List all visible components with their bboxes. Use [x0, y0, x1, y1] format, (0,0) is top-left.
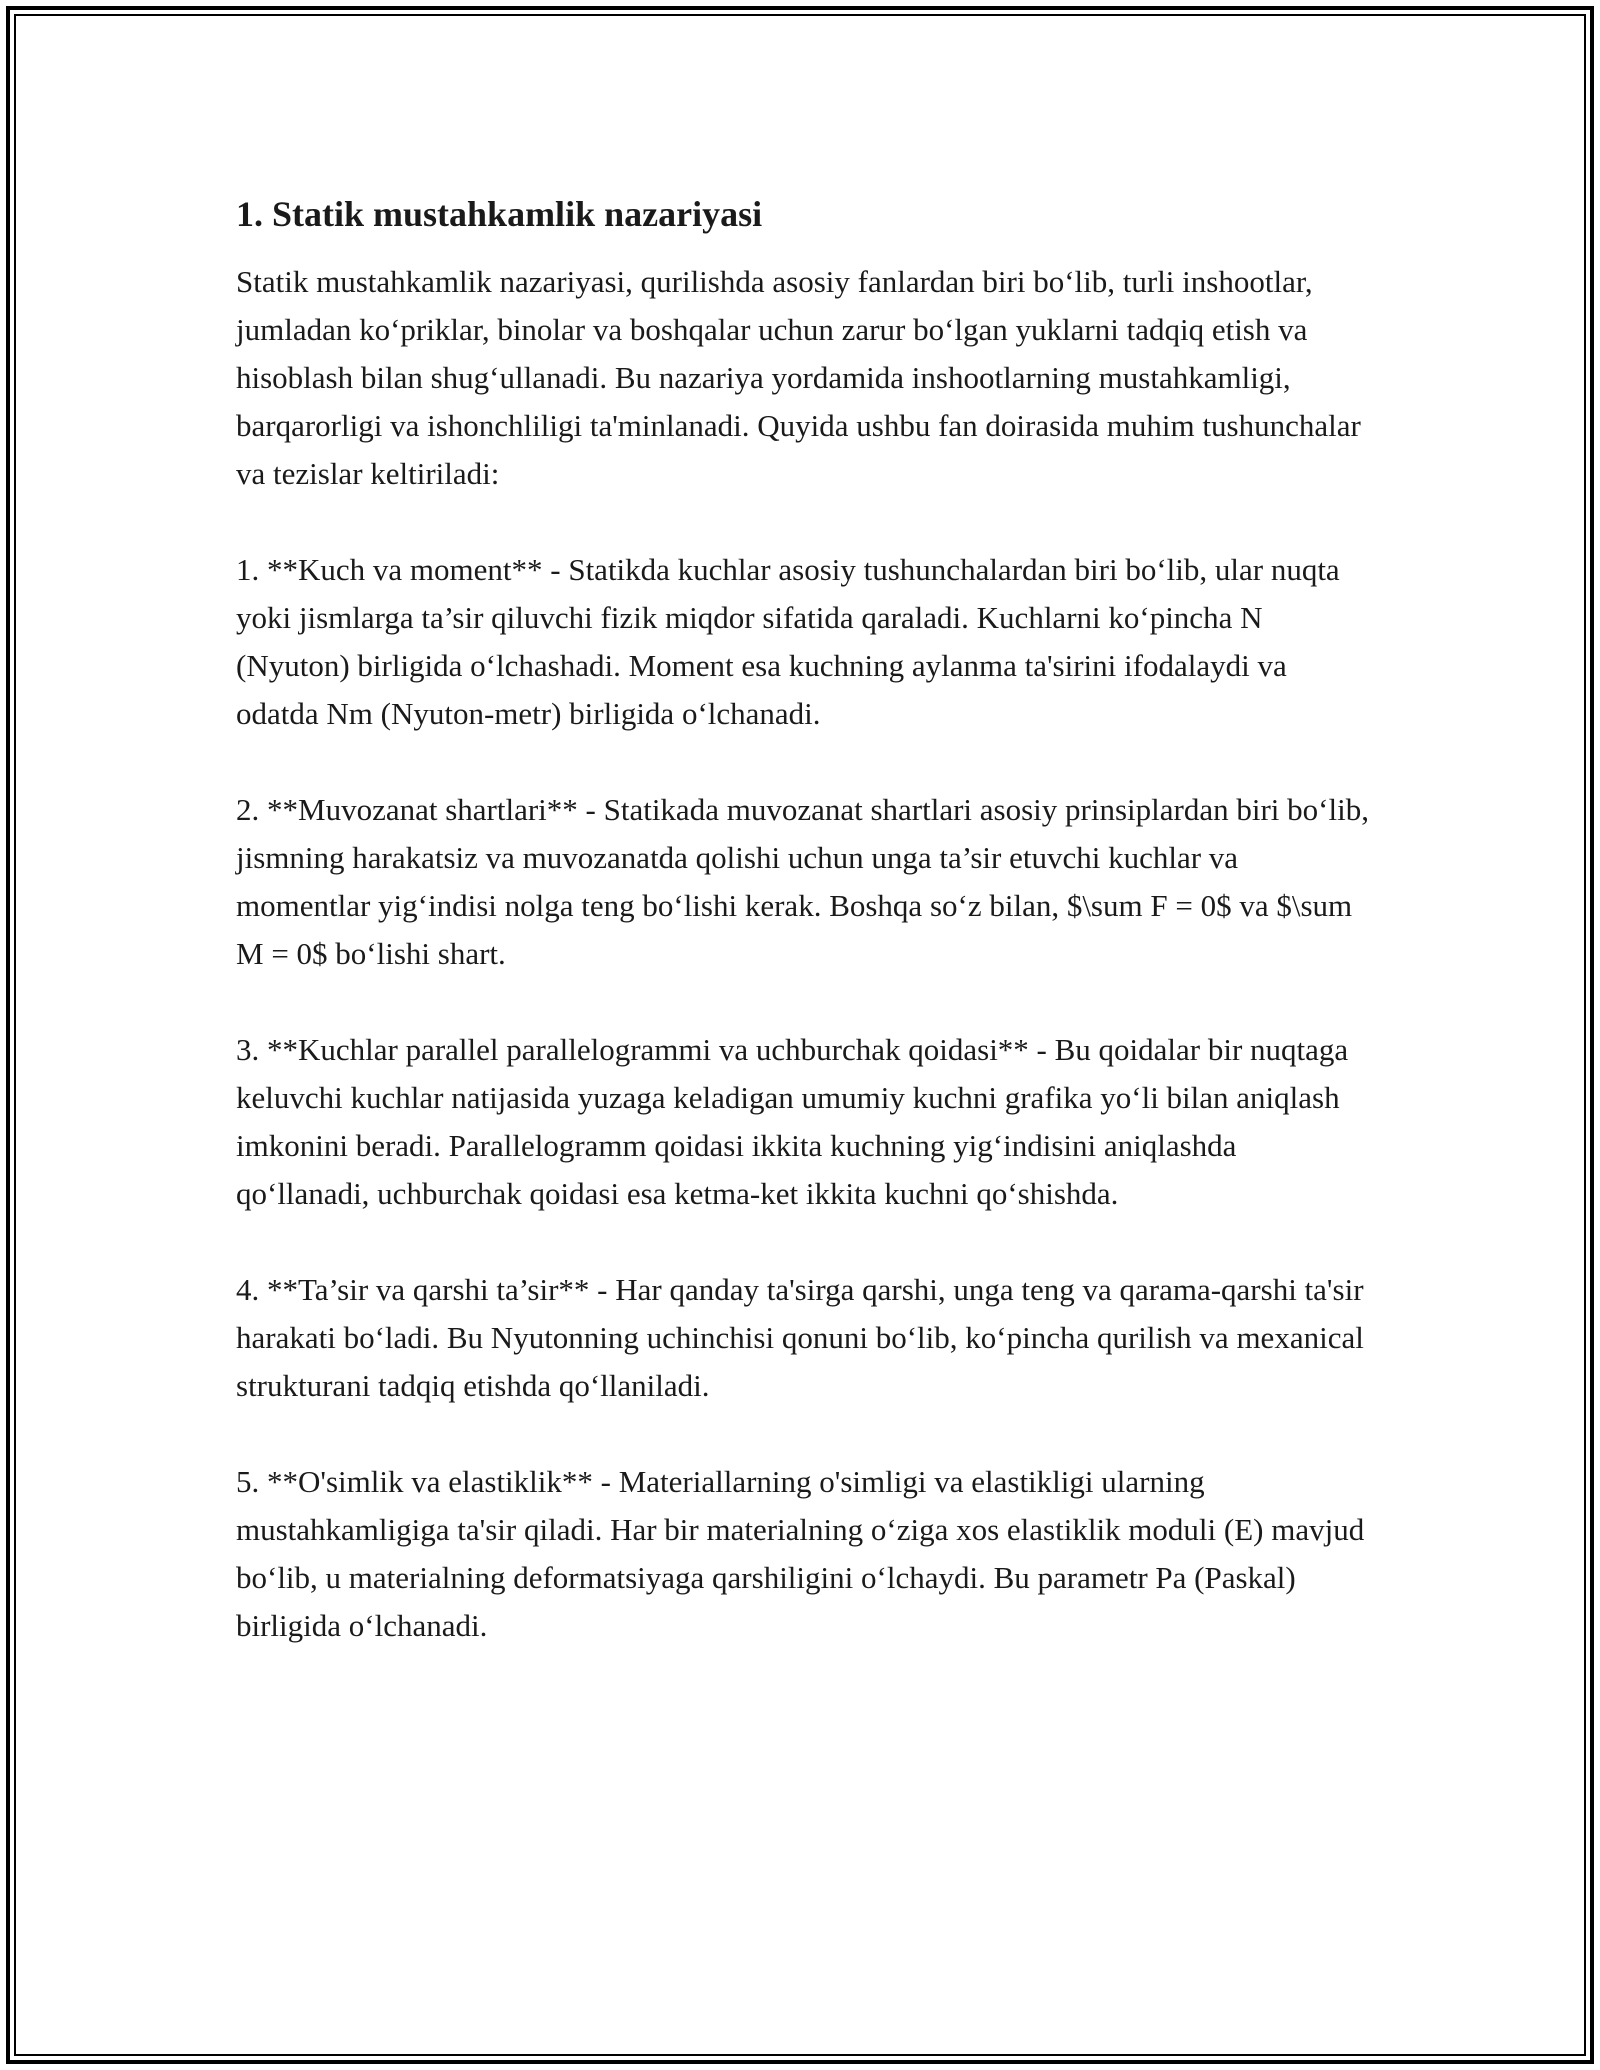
document-body	[236, 190, 1376, 1698]
paragraph-kuch-va-moment: 1. **Kuch va moment** - Statikda kuchlar asosiy tushunchalardan biri bo‘lib, ular nuqta yoki jismlarga ta’sir qiluvchi fizik miqdor sifatida qaraladi. Kuchlarni ko‘pincha N (Nyuton) birligida o‘lchashadi. Moment esa kuchning aylanma ta'sirini ifodalaydi va odatda Nm (Nyuton-metr) birligida o‘lchanadi.	[236, 552, 1340, 731]
paragraph-muvozanat-shartlari: 2. **Muvozanat shartlari** - Statikada muvozanat shartlari asosiy prinsiplardan biri bo‘lib, jismning harakatsiz va muvozanatda qolishi uchun unga ta’sir etuvchi kuchlar va momentlar yig‘indisi nolga teng bo‘lishi kerak. Boshqa so‘z bilan, $\sum F = 0$ va $\sum M = 0$ bo‘lishi shart.	[236, 792, 1369, 971]
paragraph-parallelogramm-qoidasi: 3. **Kuchlar parallel parallelogrammi va uchburchak qoidasi** - Bu qoidalar bir nuqtaga keluvchi kuchlar natijasida yuzaga keladigan umumiy kuchni grafika yo‘li bilan aniqlash imkonini beradi. Parallelogramm qoidasi ikkita kuchning yig‘indisini aniqlashda qo‘llanadi, uchburchak qoidasi esa ketma-ket ikkita kuchni qo‘shishda.	[236, 1032, 1349, 1211]
paragraph-tasir-va-qarshi-tasir: 4. **Ta’sir va qarshi ta’sir** - Har qanday ta'sirga qarshi, unga teng va qarama-qarshi ta'sir harakati bo‘ladi. Bu Nyutonning uchinchisi qonuni bo‘lib, ko‘pincha qurilish va mexanical strukturani tadqiq etishda qo‘llaniladi.	[236, 1272, 1364, 1403]
paragraph-osimlik-va-elastiklik: 5. **O'simlik va elastiklik** - Materiallarning o'simligi va elastikligi ularning mustahkamligiga ta'sir qiladi. Har bir materialning o‘ziga xos elastiklik moduli (E) mavjud bo‘lib, u materialning deformatsiyaga qarshiligini o‘lchaydi. Bu parametr Pa (Paskal) birligida o‘lchanadi.	[236, 1464, 1365, 1643]
intro-paragraph: Statik mustahkamlik nazariyasi, qurilishda asosiy fanlardan biri bo‘lib, turli inshootlar, jumladan ko‘priklar, binolar va boshqalar uchun zarur bo‘lgan yuklarni tadqiq etish va hisoblash bilan shug‘ullanadi. Bu nazariya yordamida inshootlarning mustahkamligi, barqarorligi va ishonchliligi ta'minlanadi. Quyida ushbu fan doirasida muhim tushunchalar va tezislar keltiriladi:	[236, 264, 1361, 491]
document-title: 1. Statik mustahkamlik nazariyasi	[236, 194, 763, 234]
